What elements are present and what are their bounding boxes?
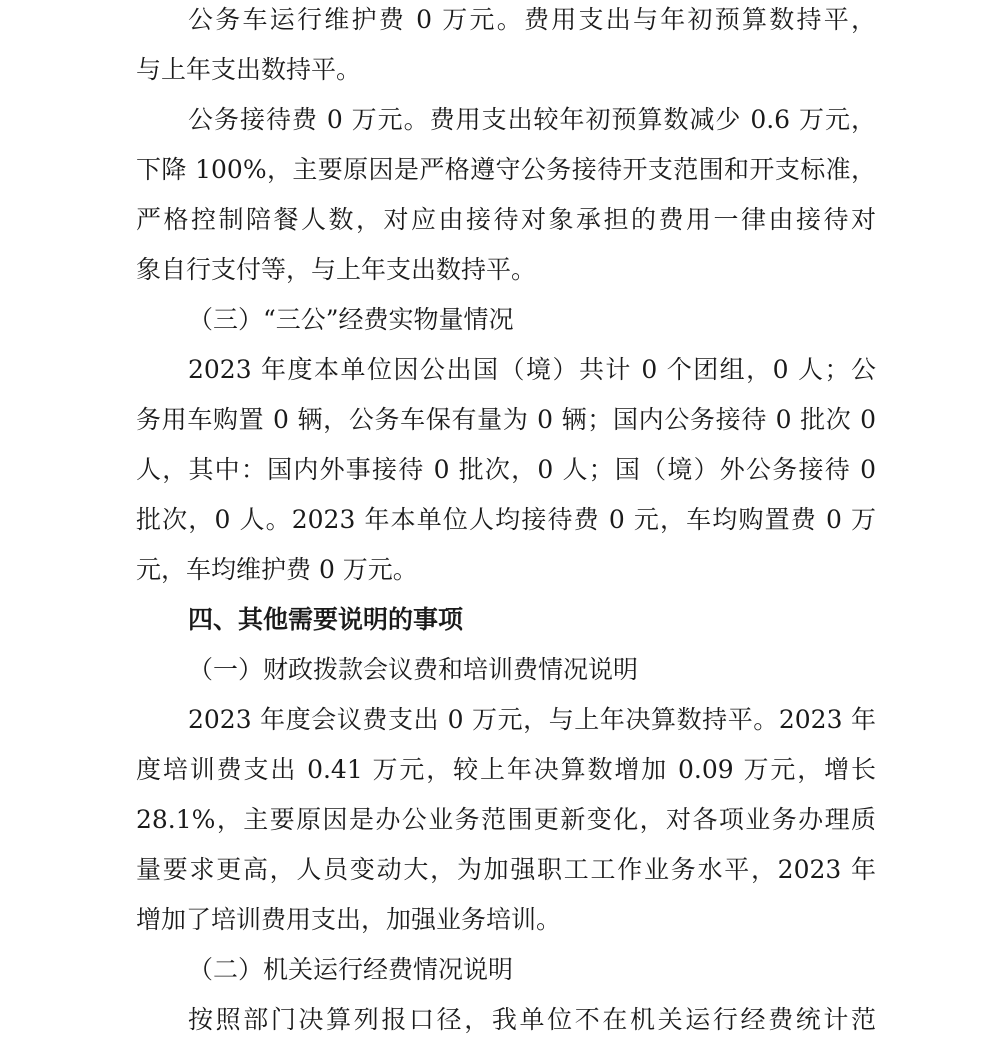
paragraph-meeting-training-line-2: 度培训费支出 0.41 万元，较上年决算数增加 0.09 万元，增长	[136, 755, 876, 784]
paragraph-reception-line-4: 象自行支付等，与上年支出数持平。	[136, 255, 537, 284]
paragraph-quantity-line-5: 元，车均维护费 0 万元。	[136, 555, 418, 584]
paragraph-reception-line-1: 公务接待费 0 万元。费用支出较年初预算数减少 0.6 万元，	[188, 105, 876, 134]
paragraph-operating-expenses-line-1: 按照部门决算列报口径，我单位不在机关运行经费统计范	[188, 1005, 876, 1034]
paragraph-meeting-training-line-4: 量要求更高，人员变动大，为加强职工工作业务水平，2023 年	[136, 855, 876, 884]
paragraph-vehicle-maintenance-line-2: 与上年支出数持平。	[136, 55, 362, 84]
paragraph-quantity-line-2: 务用车购置 0 辆，公务车保有量为 0 辆；国内公务接待 0 批次 0	[136, 405, 876, 434]
section-heading-other-matters: 四、其他需要说明的事项	[188, 605, 464, 634]
paragraph-quantity-line-4: 批次，0 人。2023 年本单位人均接待费 0 元，车均购置费 0 万	[136, 505, 876, 534]
section-heading-operating-expenses: （二）机关运行经费情况说明	[188, 955, 514, 984]
paragraph-meeting-training-line-1: 2023 年度会议费支出 0 万元，与上年决算数持平。2023 年	[188, 705, 876, 734]
paragraph-quantity-line-3: 人，其中：国内外事接待 0 批次，0 人；国（境）外公务接待 0	[136, 455, 876, 484]
paragraph-meeting-training-line-5: 增加了培训费用支出，加强业务培训。	[136, 905, 562, 934]
paragraph-reception-line-3: 严格控制陪餐人数，对应由接待对象承担的费用一律由接待对	[136, 205, 876, 234]
paragraph-reception-line-2: 下降 100%，主要原因是严格遵守公务接待开支范围和开支标准，	[136, 155, 876, 184]
section-heading-three-public-quantity: （三）“三公”经费实物量情况	[188, 305, 514, 334]
section-heading-meeting-training: （一）财政拨款会议费和培训费情况说明	[188, 655, 639, 684]
paragraph-meeting-training-line-3: 28.1%，主要原因是办公业务范围更新变化，对各项业务办理质	[136, 805, 876, 834]
paragraph-vehicle-maintenance-line-1: 公务车运行维护费 0 万元。费用支出与年初预算数持平，	[188, 5, 876, 34]
paragraph-quantity-line-1: 2023 年度本单位因公出国（境）共计 0 个团组，0 人；公	[188, 355, 876, 384]
